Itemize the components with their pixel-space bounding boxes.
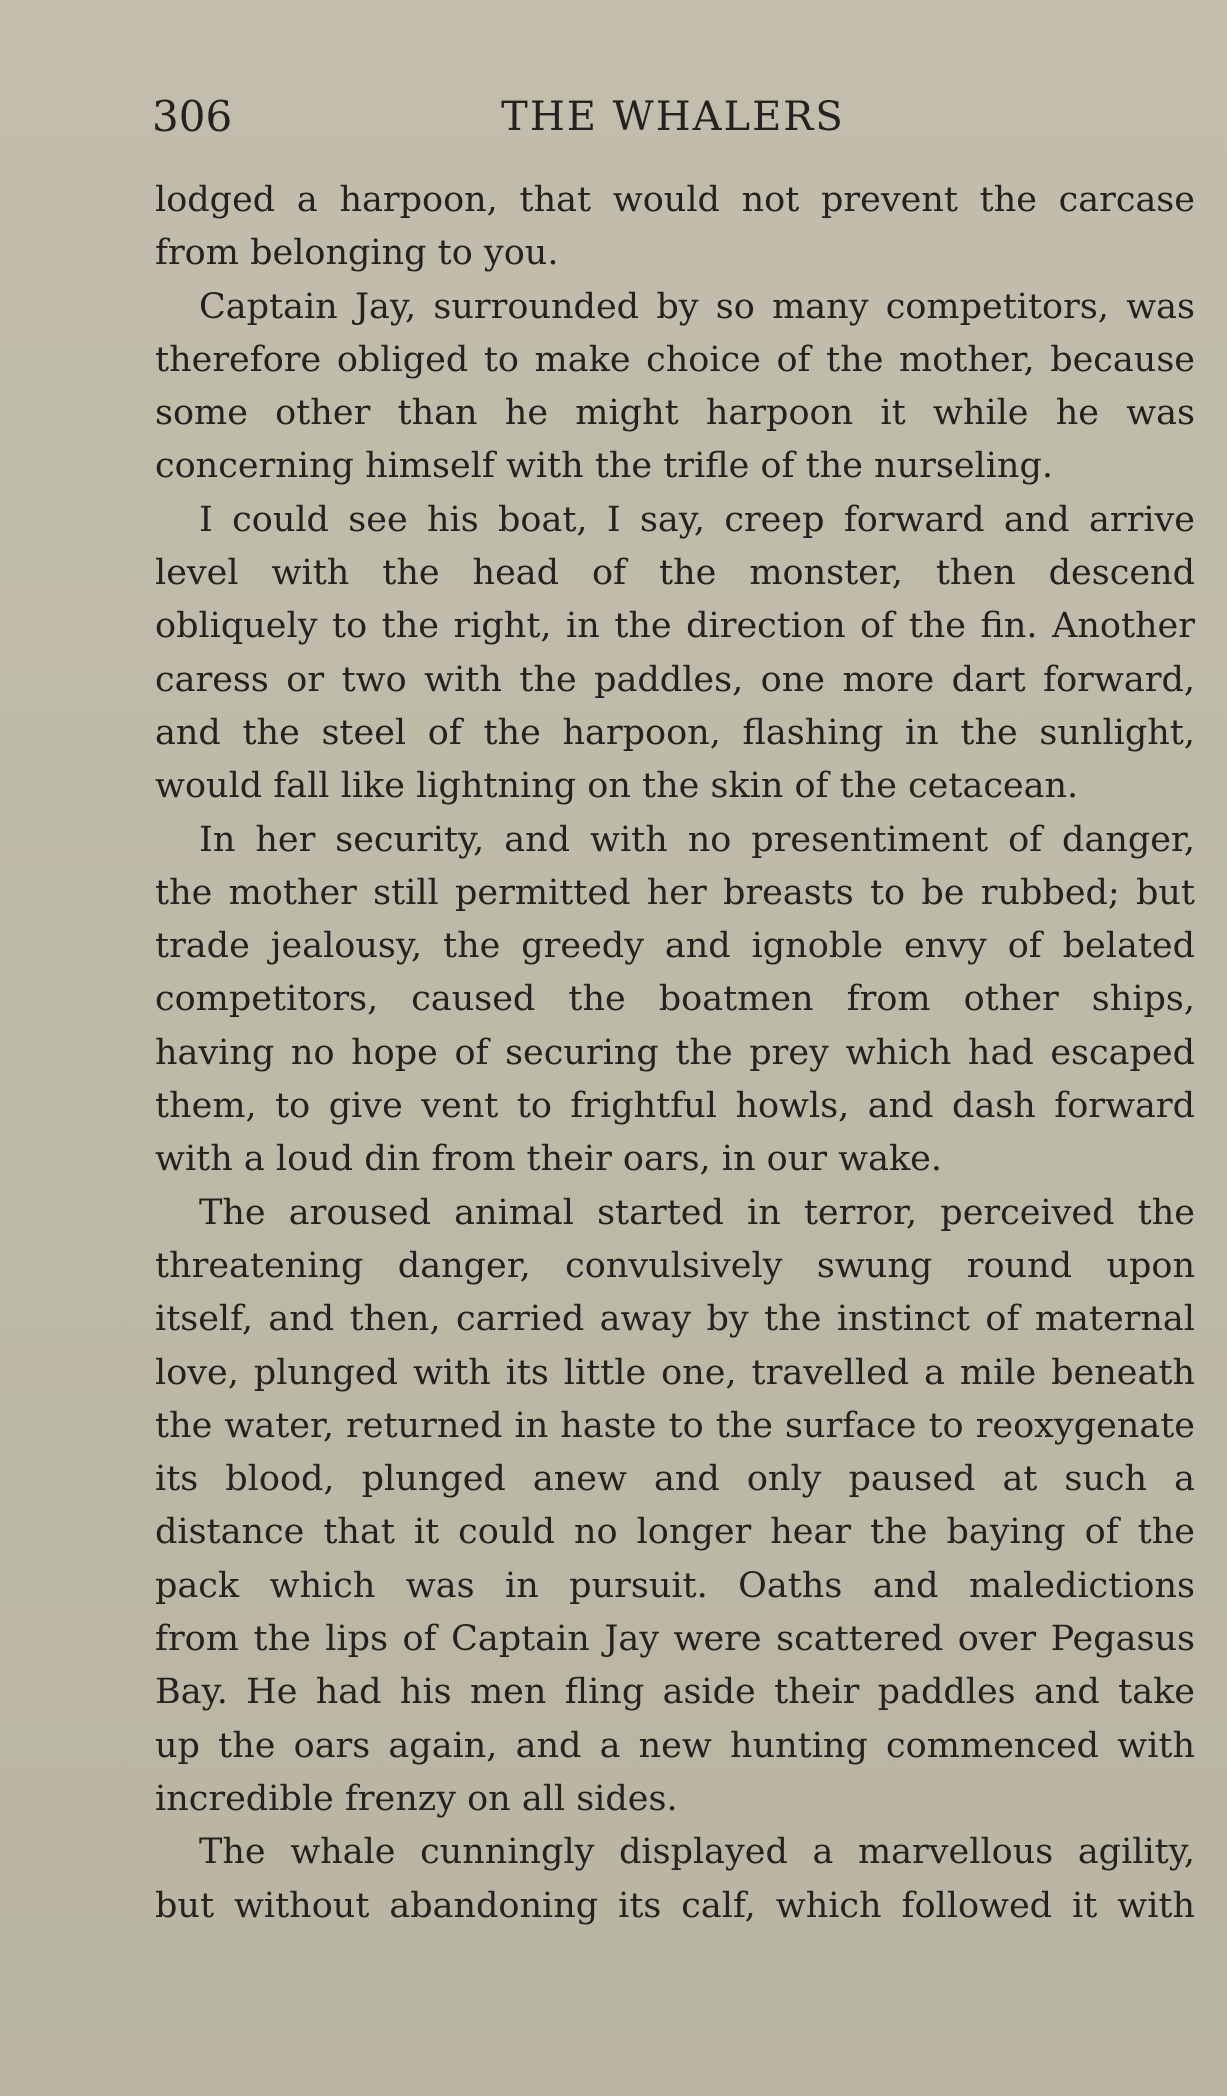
text-line: therefore obliged to make choice of the mother, because (155, 339, 1195, 380)
text-line: Bay. He had his men fling aside their paddles and take (155, 1672, 1195, 1713)
text-line: love, plunged with its little one, travelled a mile beneath (155, 1352, 1195, 1393)
text-line: the water, returned in haste to the surface to reoxygenate (155, 1405, 1195, 1446)
text-line: I could see his boat, I say, creep forward and arrive (199, 499, 1195, 540)
paragraph (155, 174, 1195, 281)
text-line: some other than he might harpoon it while he was (155, 393, 1195, 434)
text-line: the mother still permitted her breasts to be rubbed; but (155, 872, 1195, 913)
paragraph (155, 1187, 1195, 1827)
text-line: The aroused animal started in terror, perceived the (199, 1192, 1195, 1233)
paragraph (155, 1826, 1195, 1933)
body-text (155, 174, 1195, 1933)
paragraph (155, 281, 1195, 494)
text-line: incredible frenzy on all sides. (155, 1778, 678, 1819)
text-line: caress or two with the paddles, one more dart forward, (155, 659, 1195, 700)
text-line: its blood, plunged anew and only paused at such a (155, 1459, 1195, 1500)
text-line: from the lips of Captain Jay were scattered over Pegasus (155, 1619, 1195, 1660)
running-head: THE WHALERS (501, 94, 845, 140)
text-line: Captain Jay, surrounded by so many competitors, was (199, 286, 1195, 327)
text-line: having no hope of securing the prey which had escaped (155, 1032, 1195, 1073)
text-line: with a loud din from their oars, in our wake. (155, 1139, 943, 1180)
text-line: pack which was in pursuit. Oaths and maledictions (155, 1565, 1195, 1606)
text-line: itself, and then, carried away by the instinct of maternal (155, 1299, 1195, 1340)
page-header (152, 82, 1194, 152)
paragraph (155, 814, 1195, 1187)
text-line: them, to give vent to frightful howls, and dash forward (155, 1086, 1195, 1127)
text-line: from belonging to you. (155, 233, 559, 274)
text-line: trade jealousy, the greedy and ignoble envy of belated (155, 926, 1195, 967)
text-line: competitors, caused the boatmen from other ships, (155, 979, 1195, 1020)
text-line: threatening danger, convulsively swung round upon (155, 1245, 1195, 1286)
text-line: distance that it could no longer hear the baying of the (155, 1512, 1195, 1553)
text-line: and the steel of the harpoon, flashing in the sunlight, (155, 712, 1195, 753)
text-line: lodged a harpoon, that would not prevent the carcase (155, 180, 1195, 220)
page-number: 306 (152, 92, 233, 141)
text-line: but without abandoning its calf, which followed it with (155, 1885, 1195, 1926)
paragraph (155, 494, 1195, 814)
text-line: would fall like lightning on the skin of the cetacean. (155, 766, 1079, 807)
text-line: level with the head of the monster, then descend (155, 553, 1195, 594)
text-line: obliquely to the right, in the direction of the fin. Another (155, 606, 1195, 647)
text-line: The whale cunningly displayed a marvellous agility, (199, 1832, 1195, 1873)
text-line: In her security, and with no presentiment of danger, (199, 819, 1195, 860)
text-line: up the oars again, and a new hunting commenced with (155, 1725, 1195, 1766)
text-line: concerning himself with the trifle of the nurseling. (155, 446, 1053, 487)
